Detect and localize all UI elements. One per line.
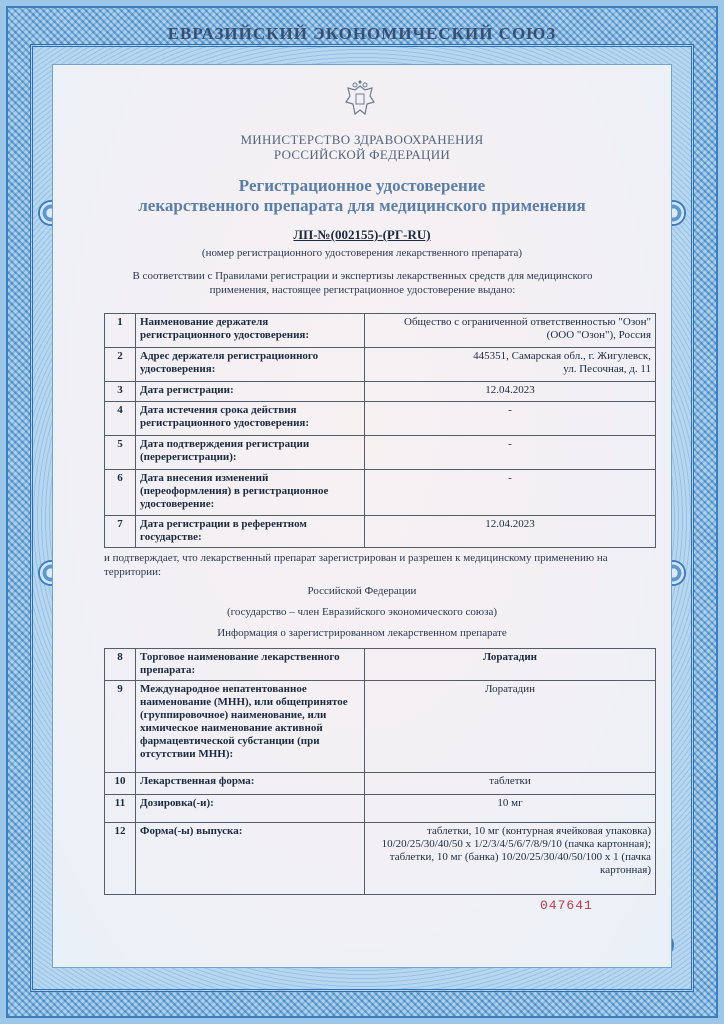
document-title: Регистрационное удостоверение лекарственного препарата для медицинского применения (138, 176, 586, 215)
serial-number: 047641 (540, 898, 593, 913)
table-row: 11 Дозировка(-и): 10 мг (105, 795, 656, 823)
product-info-heading: Информация о зарегистрированном лекарственном препарате (217, 627, 507, 639)
product-table (104, 648, 656, 895)
intro-text: В соответствии с Правилами регистрации и экспертизы лекарственных средств для медицинского применения, настоящее регистрационное удостоверение выдано: (132, 270, 593, 296)
coat-of-arms-icon (343, 80, 377, 120)
union-title: ЕВРАЗИЙСКИЙ ЭКОНОМИЧЕСКИЙ СОЮЗ (167, 24, 557, 43)
registration-number: ЛП-№(002155)-(РГ-RU) (293, 227, 431, 242)
country-name: Российской Федерации (307, 585, 417, 597)
table-row: 12 Форма(-ы) выпуска: таблетки, 10 мг (контурная ячейковая упаковка) 10/20/25/30/40/50 x 1/2/3/4/5/6/7/8/9/10 (пачка картонная); таблетки, 10 мг (банка) 10/20/25/30/40/50/100 x 1 (пачка картонная) (105, 823, 656, 895)
ministry-name: МИНИСТЕРСТВО ЗДРАВООХРАНЕНИЯ РОССИЙСКОЙ ФЕДЕРАЦИИ (240, 132, 484, 162)
table-row: 5 Дата подтверждения регистрации (перерегистрации): - (105, 436, 656, 470)
country-caption: (государство – член Евразийского экономического союза) (227, 606, 497, 618)
table-row: 6 Дата внесения изменений (переоформления) в регистрационное удостоверение: - (105, 470, 656, 516)
table-row: 8 Торговое наименование лекарственного препарата: Лоратадин (105, 649, 656, 681)
table-row: 10 Лекарственная форма: таблетки (105, 773, 656, 795)
registration-number-caption: (номер регистрационного удостоверения лекарственного препарата) (201, 247, 523, 259)
holder-table (104, 313, 656, 548)
table-row: 7 Дата регистрации в референтном государстве: 12.04.2023 (105, 516, 656, 548)
table-row: 3 Дата регистрации: 12.04.2023 (105, 382, 656, 402)
confirmation-text: и подтверждает, что лекарственный препарат зарегистрирован и разрешен к медицинскому применению на территории: (104, 552, 608, 578)
table-row: 4 Дата истечения срока действия регистрационного удостоверения: - (105, 402, 656, 436)
table-row: 1 Наименование держателя регистрационного удостоверения: Общество с ограниченной ответственностью "Озон" (ООО "Озон"), Россия (105, 314, 656, 348)
table-row: 9 Международное непатентованное наименование (МНН), или общепринятое (группировочное) наименование, или химическое наименование активной фармацевтической субстанции (при отсутствии МНН): Лоратадин (105, 681, 656, 773)
table-row: 2 Адрес держателя регистрационного удостоверения: 445351, Самарская обл., г. Жигулевск, ул. Песочная, д. 11 (105, 348, 656, 382)
